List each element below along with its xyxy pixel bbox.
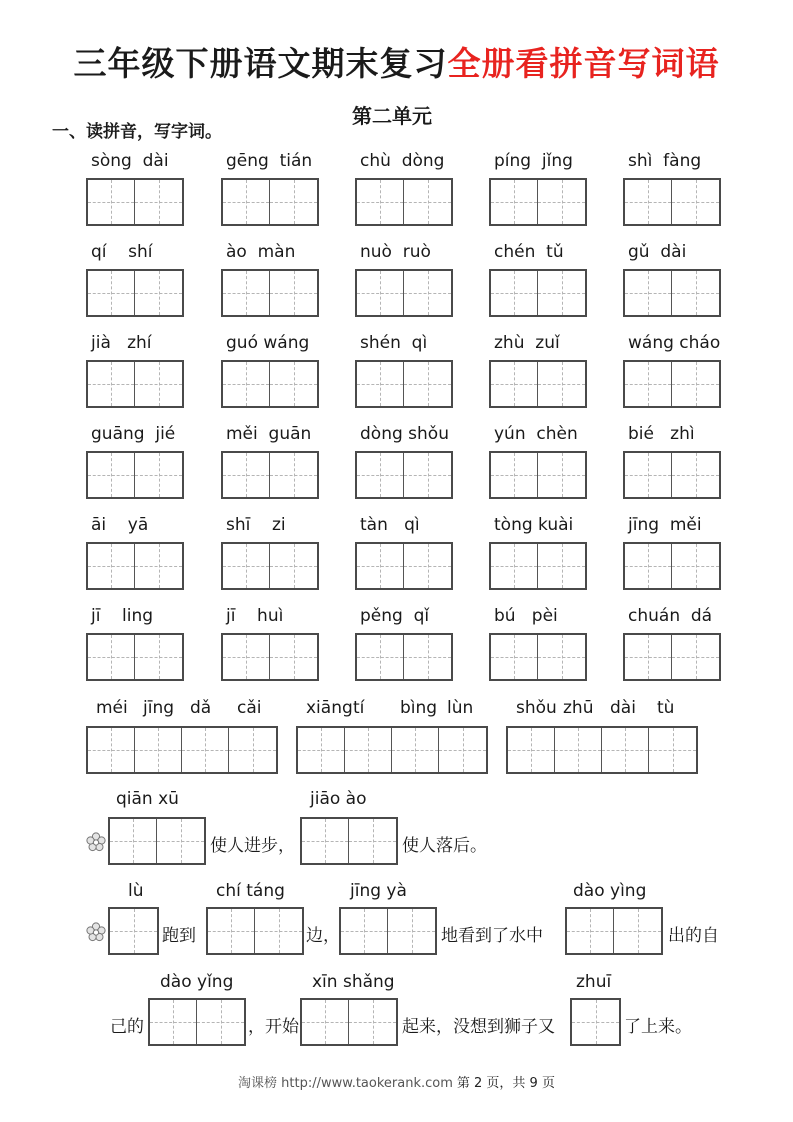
char-cell[interactable] [672,180,719,224]
char-cell[interactable] [270,544,317,588]
idiom-pinyin: jīng [143,698,175,718]
word-pinyin: chuán dá [628,606,713,626]
char-cell[interactable] [439,728,486,772]
char-cell[interactable] [404,635,451,679]
char-cell[interactable] [110,909,157,953]
char-cell[interactable] [182,728,229,772]
idiom-pinyin: xiāng [306,698,353,718]
char-cell[interactable] [404,180,451,224]
answer-box[interactable] [221,178,319,226]
word-pinyin: jià zhí [91,333,152,353]
char-cell[interactable] [404,362,451,406]
char-cell[interactable] [491,271,538,315]
char-cell[interactable] [357,453,404,497]
char-cell[interactable] [157,819,204,863]
char-cell[interactable] [404,544,451,588]
word-pinyin: jī huì [226,606,284,626]
answer-box[interactable] [355,178,453,226]
char-cell[interactable] [88,728,135,772]
char-cell[interactable] [672,271,719,315]
answer-box[interactable] [86,360,184,408]
char-cell[interactable] [223,362,270,406]
sentence2-kaishi: ，开始 [248,1017,299,1037]
word-pinyin: guāng jié [91,424,176,444]
char-cell[interactable] [270,635,317,679]
char-cell[interactable] [555,728,602,772]
page-title [0,38,793,85]
sentence2-jide: 己的 [110,1017,144,1037]
sentence2-paodao: 跑到 [162,926,196,946]
word-pinyin: jīng měi [628,515,702,535]
word-pinyin: chù dòng [360,151,445,171]
char-cell[interactable] [357,271,404,315]
word-pinyin: píng jǐng [494,151,573,171]
char-cell[interactable] [135,271,182,315]
char-cell[interactable] [602,728,649,772]
char-cell[interactable] [302,819,349,863]
char-cell[interactable] [538,544,585,588]
sentence2-dikan: 地看到了水中 [441,926,543,946]
char-cell[interactable] [223,453,270,497]
answer-box-jiaoao[interactable] [300,817,398,865]
char-cell[interactable] [538,635,585,679]
sentence2-shanglai: 了上来。 [624,1017,692,1037]
unit-title: 第二单元 [352,104,432,128]
answer-box[interactable] [623,269,721,317]
answer-box-qianxu[interactable] [108,817,206,865]
idiom-answer-box[interactable] [86,726,278,774]
answer-box[interactable] [355,269,453,317]
char-cell[interactable] [538,180,585,224]
word-pinyin: bié zhì [628,424,695,444]
title-black: 三年级下册语文期末复习 [73,44,448,83]
char-cell[interactable] [135,635,182,679]
flower-icon [86,922,106,942]
char-cell[interactable] [223,635,270,679]
answer-box[interactable] [86,269,184,317]
word-pinyin: chén tǔ [494,242,564,262]
answer-box[interactable] [355,633,453,681]
answer-box[interactable] [355,451,453,499]
char-cell[interactable] [357,544,404,588]
answer-box[interactable] [489,360,587,408]
word-pinyin: gēng tián [226,151,313,171]
char-cell[interactable] [625,180,672,224]
sentence1-text2: 使人落后。 [402,836,487,856]
answer-box[interactable] [623,178,721,226]
answer-box[interactable] [489,269,587,317]
answer-box[interactable] [86,633,184,681]
idiom-pinyin: méi [96,698,128,718]
sentence2-qilai: 起来，没想到狮子又 [402,1017,555,1037]
char-cell[interactable] [538,271,585,315]
word-pinyin: nuò ruò [360,242,431,262]
char-cell[interactable] [229,728,276,772]
char-cell[interactable] [491,453,538,497]
char-cell[interactable] [270,180,317,224]
char-cell[interactable] [672,362,719,406]
word-pinyin: tàn qì [360,515,420,535]
char-cell[interactable] [491,544,538,588]
char-cell[interactable] [135,453,182,497]
pinyin-daoying1: dào yìng [573,881,647,901]
char-cell[interactable] [625,362,672,406]
answer-box[interactable] [86,178,184,226]
section-title: 一、读拼音，写字词。 [52,122,222,142]
footer-site: 淘课榜 http://www.taokerank.com [238,1076,453,1091]
word-pinyin: dòng shǒu [360,424,449,444]
word-pinyin: tòng kuài [494,515,574,535]
char-cell[interactable] [672,635,719,679]
word-pinyin: pěng qǐ [360,606,430,626]
answer-box-chitang[interactable] [206,907,304,955]
pinyin-qianxu: qiān xū [116,789,179,809]
char-cell[interactable] [197,1000,244,1044]
idiom-pinyin: dài [610,698,636,718]
word-pinyin: měi guān [226,424,312,444]
char-cell[interactable] [672,544,719,588]
char-cell[interactable] [508,728,555,772]
idiom-pinyin: shǒu [516,698,557,718]
answer-box[interactable] [355,360,453,408]
word-pinyin: shī zi [226,515,286,535]
answer-box[interactable] [221,451,319,499]
footer [0,1072,793,1091]
word-pinyin: bú pèi [494,606,558,626]
char-cell[interactable] [135,544,182,588]
char-cell[interactable] [538,362,585,406]
char-cell[interactable] [223,271,270,315]
idiom-pinyin: bìng [400,698,438,718]
answer-box[interactable] [221,542,319,590]
char-cell[interactable] [491,635,538,679]
idiom-pinyin: zhū [563,698,594,718]
char-cell[interactable] [88,180,135,224]
char-cell[interactable] [255,909,302,953]
title-red: 全册看拼音写词语 [447,44,720,83]
sentence2-chude: 出的自 [668,926,719,946]
word-pinyin: gǔ dài [628,242,687,262]
answer-box[interactable] [86,542,184,590]
answer-box-xinshang[interactable] [300,998,398,1046]
char-cell[interactable] [349,1000,396,1044]
flower-icon [86,832,106,852]
answer-box[interactable] [489,178,587,226]
char-cell[interactable] [223,544,270,588]
answer-box-lu[interactable] [108,907,159,955]
char-cell[interactable] [649,728,696,772]
char-cell[interactable] [625,453,672,497]
char-cell[interactable] [672,453,719,497]
answer-box[interactable] [623,360,721,408]
word-pinyin: shén qì [360,333,428,353]
idiom-answer-box[interactable] [506,726,698,774]
char-cell[interactable] [88,635,135,679]
answer-box[interactable] [86,451,184,499]
char-cell[interactable] [404,271,451,315]
char-cell[interactable] [208,909,255,953]
char-cell[interactable] [614,909,661,953]
char-cell[interactable] [88,271,135,315]
char-cell[interactable] [298,728,345,772]
sentence2-bian: 边， [306,926,340,946]
idiom-answer-box[interactable] [296,726,488,774]
char-cell[interactable] [341,909,388,953]
idiom-pinyin: lùn [447,698,474,718]
word-pinyin: wáng cháo [628,333,721,353]
answer-box[interactable] [489,451,587,499]
char-cell[interactable] [270,453,317,497]
char-cell[interactable] [135,728,182,772]
word-pinyin: qí shí [91,242,153,262]
char-cell[interactable] [357,180,404,224]
idiom-pinyin: tí [353,698,365,718]
answer-box-daoying2[interactable] [148,998,246,1046]
char-cell[interactable] [270,362,317,406]
char-cell[interactable] [625,544,672,588]
answer-box[interactable] [221,269,319,317]
pinyin-chitang: chí táng [216,881,285,901]
idiom-pinyin: dǎ [190,698,212,718]
answer-box[interactable] [221,360,319,408]
char-cell[interactable] [270,271,317,315]
char-cell[interactable] [404,453,451,497]
answer-box[interactable] [355,542,453,590]
char-cell[interactable] [567,909,614,953]
char-cell[interactable] [388,909,435,953]
sentence1-text1: 使人进步， [210,836,295,856]
char-cell[interactable] [491,362,538,406]
answer-box-jingya[interactable] [339,907,437,955]
word-pinyin: ào màn [226,242,296,262]
pinyin-jingya: jīng yà [350,881,407,901]
char-cell[interactable] [110,819,157,863]
char-cell[interactable] [88,362,135,406]
answer-box[interactable] [623,542,721,590]
char-cell[interactable] [349,819,396,863]
word-pinyin: yún chèn [494,424,578,444]
char-cell[interactable] [223,180,270,224]
pinyin-daoying2: dào yǐng [160,972,234,992]
answer-box[interactable] [489,633,587,681]
word-pinyin: jī ling [91,606,154,626]
pinyin-xinshang: xīn shǎng [312,972,395,992]
word-pinyin: guó wáng [226,333,310,353]
char-cell[interactable] [357,635,404,679]
char-cell[interactable] [392,728,439,772]
char-cell[interactable] [625,271,672,315]
char-cell[interactable] [135,180,182,224]
answer-box[interactable] [623,633,721,681]
idiom-pinyin: tù [657,698,675,718]
answer-box[interactable] [623,451,721,499]
char-cell[interactable] [357,362,404,406]
char-cell[interactable] [135,362,182,406]
char-cell[interactable] [345,728,392,772]
char-cell[interactable] [302,1000,349,1044]
answer-box[interactable] [489,542,587,590]
word-pinyin: zhù zuǐ [494,333,560,353]
char-cell[interactable] [150,1000,197,1044]
word-pinyin: āi yā [91,515,149,535]
word-pinyin: shì fàng [628,151,702,171]
pinyin-zhui: zhuī [576,972,612,992]
char-cell[interactable] [625,635,672,679]
char-cell[interactable] [88,544,135,588]
char-cell[interactable] [538,453,585,497]
char-cell[interactable] [572,1000,619,1044]
answer-box[interactable] [221,633,319,681]
idiom-pinyin: cǎi [237,698,262,718]
answer-box-zhui[interactable] [570,998,621,1046]
pinyin-jiaoao: jiāo ào [310,789,367,809]
word-pinyin: sòng dài [91,151,169,171]
char-cell[interactable] [491,180,538,224]
char-cell[interactable] [88,453,135,497]
pinyin-lu: lù [128,881,144,901]
answer-box-daoying1[interactable] [565,907,663,955]
page-number: 第 2 页，共 9 页 [456,1076,555,1091]
